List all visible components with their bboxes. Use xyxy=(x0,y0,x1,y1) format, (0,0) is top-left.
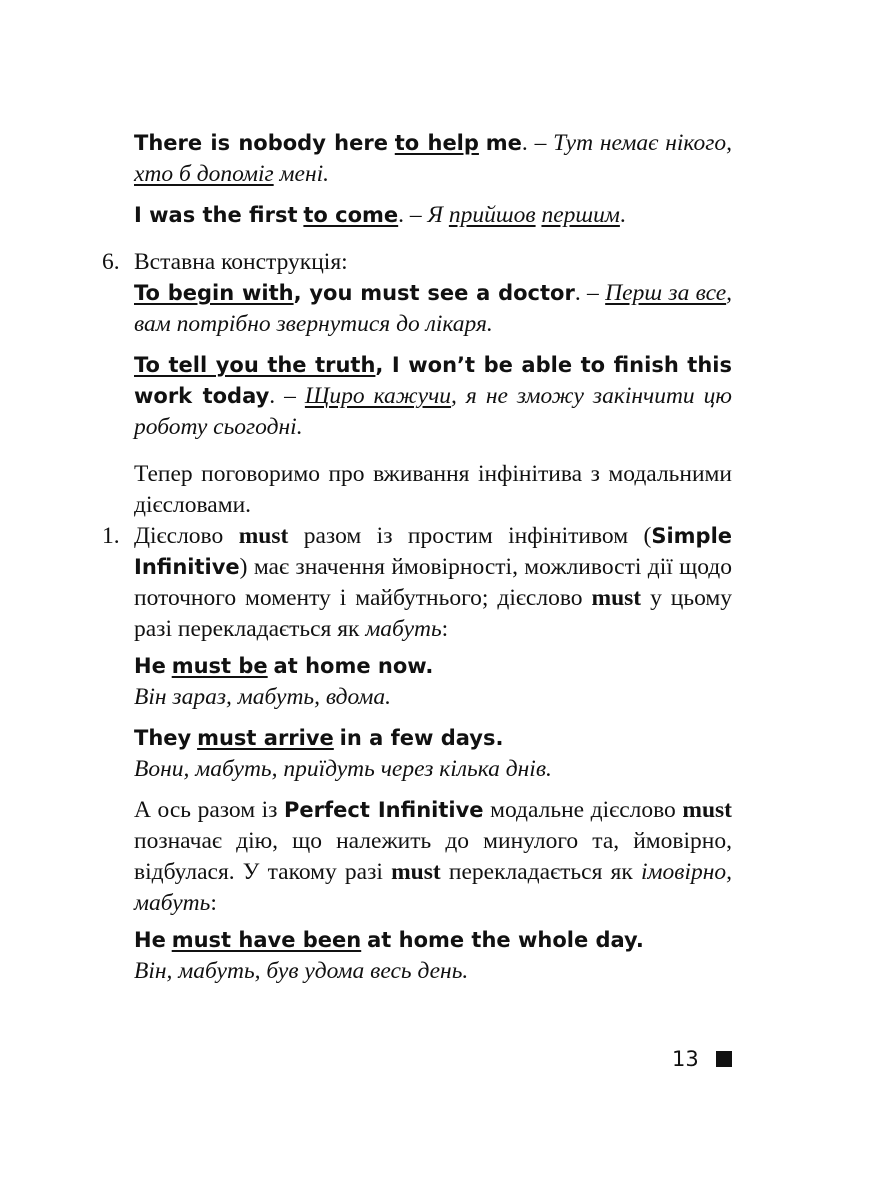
example-must-have-been: He must have been at home the whole day. xyxy=(134,928,644,952)
item-1-text: Дієслово must разом із простим інфінітивом (Simple Infinitive) має значення ймовірності, можливості дії щодо поточного моменту і майбутнього; дієслово must у цьому разі перекладається як мабуть: xyxy=(134,523,733,642)
example-to-tell-you-the-truth: To tell you the truth, I won’t be able to finish this work today. – Щиро кажучи, я не зможу закінчити цю роботу сьогодні. xyxy=(134,353,732,440)
example-must-arrive: They must arrive in a few days. xyxy=(134,726,504,750)
page-body xyxy=(102,128,733,987)
list-number: 1. xyxy=(102,523,120,549)
list-item-1 xyxy=(102,521,733,785)
list-item-6 xyxy=(102,247,733,443)
list-number: 6. xyxy=(102,249,120,275)
perfect-infinitive-paragraph: А ось разом із Perfect Infinitive модальне дієслово must позначає дію, що належить до минулого та, ймовірно, відбулася. У такому разі must перекладається як імовірно, мабуть: xyxy=(134,797,733,916)
translation-must-arrive: Вони, мабуть, приїдуть через кілька днів. xyxy=(134,756,552,782)
page-number: 13 xyxy=(672,1047,699,1071)
example-first-to-come: I was the first to come. – Я прийшов першим. xyxy=(134,202,626,228)
example-must-be: He must be at home now. xyxy=(134,654,434,678)
item-6-title: Вставна конструкція: xyxy=(134,249,348,275)
example-to-begin-with: To begin with, you must see a doctor. – Перш за все, вам потрібно звернутися до лікаря. xyxy=(134,280,733,337)
example-there-is-nobody: There is nobody here to help me. – Тут немає нікого, хто б допоміг мені. xyxy=(134,130,733,187)
page-marker-square-icon xyxy=(716,1051,732,1067)
intro-paragraph: Тепер поговоримо про вживання інфінітива з модальними дієсловами. xyxy=(134,461,732,518)
translation-must-have-been: Він, мабуть, був удома весь день. xyxy=(134,958,469,984)
translation-must-be: Він зараз, мабуть, вдома. xyxy=(134,684,391,710)
